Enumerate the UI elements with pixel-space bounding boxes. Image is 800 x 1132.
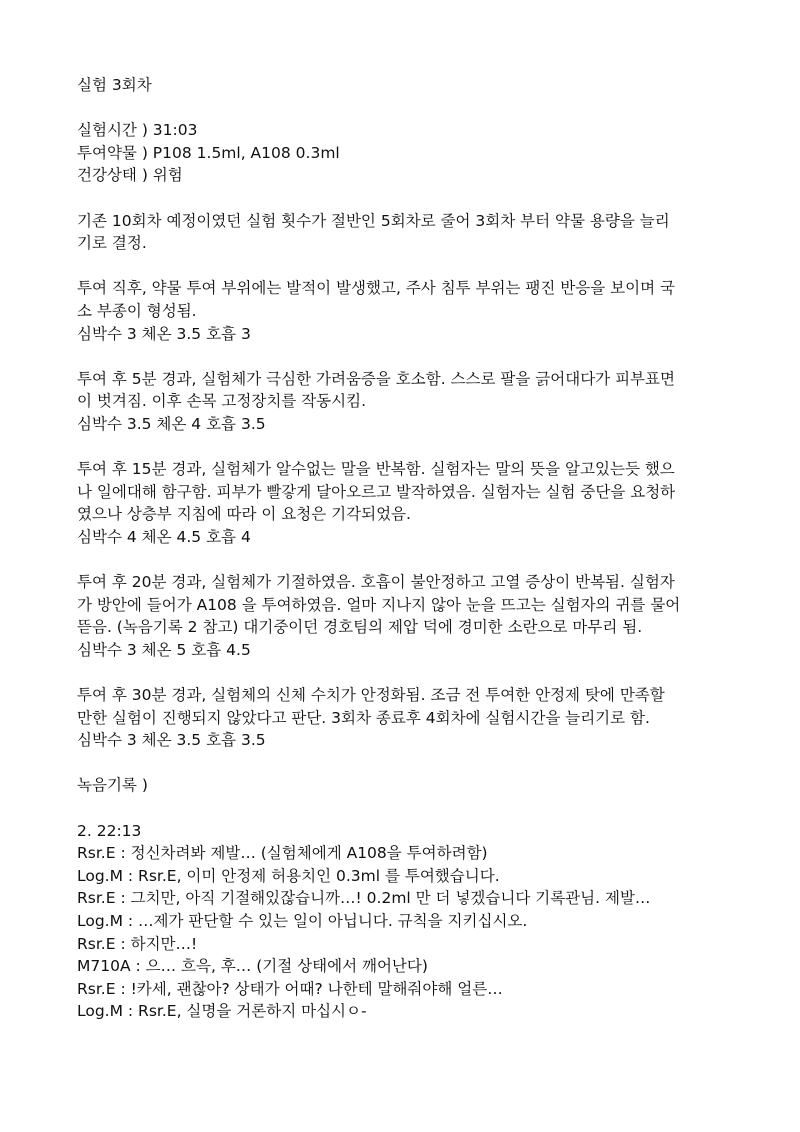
vitals-line: 심박수 3.5 체온 4 호흡 3.5: [77, 414, 266, 433]
paragraph-line: 기존 10회차 예정이였던 실험 횟수가 절반인 5회차로 줄어 3회차 부터 약물 용량을 늘리: [77, 211, 670, 230]
vitals-line: 심박수 3 체온 3.5 호흡 3: [77, 324, 251, 343]
paragraph-decision: [77, 210, 730, 255]
paragraph-15min: [77, 458, 730, 548]
paragraph-30min: [77, 684, 730, 752]
transcript-line: Rsr.E : !카세, 괜찮아? 상태가 어때? 나한테 말해줘야해 얼른…: [77, 979, 503, 998]
paragraph-line: 만한 실험이 진행되지 않았다고 판단. 3회차 종료후 4회차에 실험시간을 늘리기로 함.: [77, 708, 650, 727]
paragraph-line: 투여 후 20분 경과, 실험체가 기절하였음. 호흡이 불안정하고 고열 증상이 반복됨. 실험자: [77, 573, 675, 592]
document-title: 실험 3회차: [77, 76, 152, 94]
recording-transcript: [77, 820, 730, 1023]
vitals-line: 심박수 4 체온 4.5 호흡 4: [77, 527, 251, 546]
transcript-line: Log.M : Rsr.E, 이미 안정제 허용치인 0.3ml 를 투여했습니다.: [77, 866, 500, 885]
experiment-meta: [77, 119, 730, 187]
paragraph-5min: [77, 368, 730, 436]
paragraph-20min: [77, 571, 730, 661]
paragraph-line: 소 부종이 형성됨.: [77, 301, 197, 320]
meta-health: 건강상태 ) 위험: [77, 166, 183, 185]
paragraph-line: 였으나 상층부 지침에 따라 이 요청은 기각되었음.: [77, 505, 411, 524]
meta-drug: 투여약물 ) P108 1.5ml, A108 0.3ml: [77, 143, 340, 162]
transcript-line: Rsr.E : 그치만, 아직 기절해있잖습니까…! 0.2ml 만 더 넣겠습니다 기록관님. 제발…: [77, 889, 651, 908]
transcript-line: Rsr.E : 하지만…!: [77, 934, 198, 953]
transcript-line: Log.M : …제가 판단할 수 있는 일이 아닙니다. 규칙을 지키십시오.: [77, 911, 528, 930]
paragraph-line: 기로 결정.: [77, 234, 147, 253]
paragraph-line: 이 벗겨짐. 이후 손목 고정장치를 작동시킴.: [77, 392, 367, 411]
recording-header: 녹음기록 ): [77, 776, 148, 795]
paragraph-immediate: [77, 277, 730, 345]
vitals-line: 심박수 3 체온 5 호흡 4.5: [77, 640, 251, 659]
recording-id-time: 2. 22:13: [77, 821, 142, 840]
paragraph-line: 투여 후 5분 경과, 실험체가 극심한 가려움증을 호소함. 스스로 팔을 긁어대다가 피부표면: [77, 369, 675, 388]
paragraph-line: 나 일에대해 함구함. 피부가 빨갛게 달아오르고 발작하였음. 실험자는 실험 중단을 요청하: [77, 482, 676, 501]
transcript-line: Rsr.E : 정신차려봐 제발… (실험체에게 A108을 투여하려함): [77, 844, 488, 863]
paragraph-line: 투여 후 30분 경과, 실험체의 신체 수치가 안정화됨. 조금 전 투여한 안정제 탓에 만족할: [77, 686, 665, 705]
transcript-line: M710A : 으… 흐윽, 후… (기절 상태에서 깨어난다): [77, 957, 428, 976]
paragraph-line: 투여 후 15분 경과, 실험체가 알수없는 말을 반복함. 실험자는 말의 뜻을 알고있는듯 했으: [77, 460, 675, 479]
paragraph-line: 투여 직후, 약물 투여 부위에는 발적이 발생했고, 주사 침투 부위는 팽진 반응을 보이며 국: [77, 279, 675, 298]
paragraph-line: 가 방안에 들어가 A108 을 투여하였음. 얼마 지나지 않아 눈을 뜨고는 실험자의 귀를 물어: [77, 595, 681, 614]
transcript-line: Log.M : Rsr.E, 실명을 거론하지 마십시ㅇ-: [77, 1002, 367, 1021]
meta-time: 실험시간 ) 31:03: [77, 121, 198, 140]
vitals-line: 심박수 3 체온 3.5 호흡 3.5: [77, 731, 266, 750]
paragraph-line: 뜯음. (녹음기록 2 참고) 대기중이던 경호팀의 제압 덕에 경미한 소란으로 마무리 됨.: [77, 618, 643, 637]
